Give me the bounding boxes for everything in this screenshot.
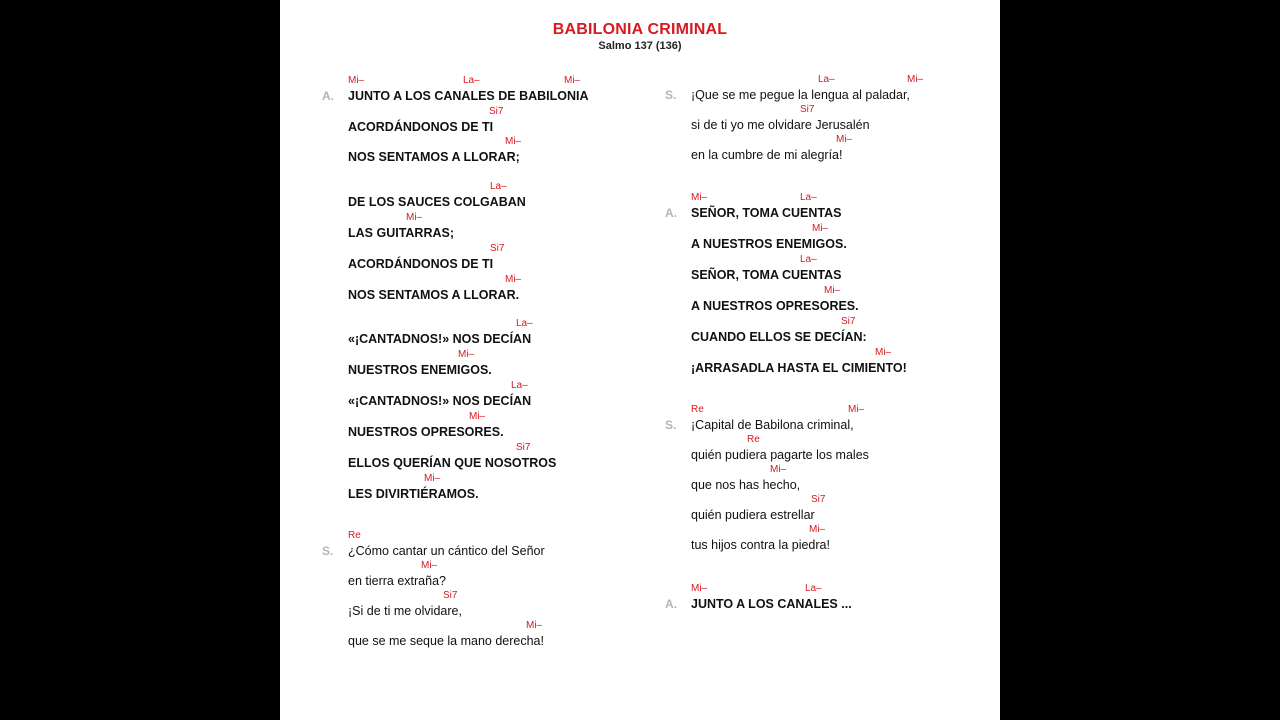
lyric-line: ¡Si de ti me olvidare, bbox=[348, 604, 462, 618]
chord-label: Mi– bbox=[469, 411, 486, 422]
song-title: BABILONIA CRIMINAL bbox=[552, 21, 728, 38]
lyrics-sheet bbox=[280, 0, 1000, 720]
lyric-line: que nos has hecho, bbox=[691, 478, 801, 492]
lyric-line: LAS GUITARRAS; bbox=[348, 226, 455, 240]
lyric-line: «¡CANTADNOS!» NOS DECÍAN bbox=[348, 332, 532, 346]
lyric-line: NUESTROS OPRESORES. bbox=[348, 425, 504, 439]
chord-label: La– bbox=[490, 181, 507, 192]
lyric-line: ¡ARRASADLA HASTA EL CIMIENTO! bbox=[691, 361, 907, 375]
section-marker: A. bbox=[665, 597, 677, 611]
lyric-line: ELLOS QUERÍAN QUE NOSOTROS bbox=[348, 456, 557, 470]
chord-label: Si7 bbox=[800, 104, 815, 115]
lyric-line: SEÑOR, TOMA CUENTAS bbox=[691, 206, 842, 220]
chord-label: Si7 bbox=[489, 106, 504, 117]
lyric-line: ACORDÁNDONOS DE TI bbox=[348, 257, 494, 271]
lyric-line: SEÑOR, TOMA CUENTAS bbox=[691, 268, 842, 282]
chord-label: La– bbox=[800, 192, 817, 203]
section-marker: S. bbox=[322, 544, 334, 558]
chord-label: Si7 bbox=[811, 494, 826, 505]
lyric-line: A NUESTROS OPRESORES. bbox=[691, 299, 859, 313]
chord-label: La– bbox=[800, 254, 817, 265]
chord-label: Mi– bbox=[458, 349, 475, 360]
lyric-line: tus hijos contra la piedra! bbox=[691, 538, 830, 552]
chord-label: Mi– bbox=[770, 464, 787, 475]
chord-label: Si7 bbox=[490, 243, 505, 254]
chord-label: La– bbox=[463, 75, 480, 86]
chord-label: Mi– bbox=[505, 136, 522, 147]
lyric-line: en la cumbre de mi alegría! bbox=[691, 148, 843, 162]
lyric-line: JUNTO A LOS CANALES DE BABILONIA bbox=[348, 89, 589, 103]
chord-label: Mi– bbox=[526, 620, 543, 631]
chord-label: Si7 bbox=[841, 316, 856, 327]
lyric-line: A NUESTROS ENEMIGOS. bbox=[691, 237, 847, 251]
chord-label: La– bbox=[516, 318, 533, 329]
chord-label: Mi– bbox=[505, 274, 522, 285]
lyric-line: ¡Capital de Babilona criminal, bbox=[691, 418, 854, 432]
chord-label: Mi– bbox=[348, 75, 365, 86]
lyric-line: ¿Cómo cantar un cántico del Señor bbox=[348, 544, 545, 558]
lyric-line: quién pudiera pagarte los males bbox=[691, 448, 869, 462]
section-marker: A. bbox=[665, 206, 677, 220]
chord-label: Mi– bbox=[848, 404, 865, 415]
section-marker: A. bbox=[322, 89, 334, 103]
lyric-line: NUESTROS ENEMIGOS. bbox=[348, 363, 492, 377]
chord-label: Re bbox=[348, 530, 361, 541]
chord-label: Re bbox=[691, 404, 704, 415]
lyric-line: si de ti yo me olvidare Jerusalén bbox=[691, 118, 870, 132]
lyric-line: ACORDÁNDONOS DE TI bbox=[348, 120, 494, 134]
section-marker: S. bbox=[665, 418, 677, 432]
chord-label: Mi– bbox=[875, 347, 892, 358]
chord-label: La– bbox=[805, 583, 822, 594]
chord-label: Mi– bbox=[809, 524, 826, 535]
chord-label: Mi– bbox=[691, 192, 708, 203]
lyric-line: ¡Que se me pegue la lengua al paladar, bbox=[691, 88, 910, 102]
lyric-line: en tierra extraña? bbox=[348, 574, 446, 588]
chord-label: La– bbox=[818, 74, 835, 85]
chord-label: Si7 bbox=[516, 442, 531, 453]
chord-label: Mi– bbox=[564, 75, 581, 86]
chord-label: Re bbox=[747, 434, 760, 445]
chord-label: Mi– bbox=[824, 285, 841, 296]
lyric-line: NOS SENTAMOS A LLORAR; bbox=[348, 150, 520, 164]
lyric-line: que se me seque la mano derecha! bbox=[348, 634, 544, 648]
chord-label: La– bbox=[511, 380, 528, 391]
lyric-line: quién pudiera estrellar bbox=[691, 508, 815, 522]
lyric-line: NOS SENTAMOS A LLORAR. bbox=[348, 288, 520, 302]
chord-label: Mi– bbox=[812, 223, 829, 234]
chord-label: Mi– bbox=[691, 583, 708, 594]
chord-label: Mi– bbox=[424, 473, 441, 484]
chord-label: Mi– bbox=[836, 134, 853, 145]
chord-label: Mi– bbox=[406, 212, 423, 223]
lyric-line: JUNTO A LOS CANALES ... bbox=[691, 597, 852, 611]
song-subtitle: Salmo 137 (136) bbox=[598, 40, 682, 52]
lyric-line: CUANDO ELLOS SE DECÍAN: bbox=[691, 330, 867, 344]
section-marker: S. bbox=[665, 88, 677, 102]
lyric-line: DE LOS SAUCES COLGABAN bbox=[348, 195, 526, 209]
chord-label: Mi– bbox=[907, 74, 924, 85]
chord-label: Mi– bbox=[421, 560, 438, 571]
chord-label: Si7 bbox=[443, 590, 458, 601]
lyric-line: «¡CANTADNOS!» NOS DECÍAN bbox=[348, 394, 532, 408]
lyric-line: LES DIVIRTIÉRAMOS. bbox=[348, 487, 479, 501]
